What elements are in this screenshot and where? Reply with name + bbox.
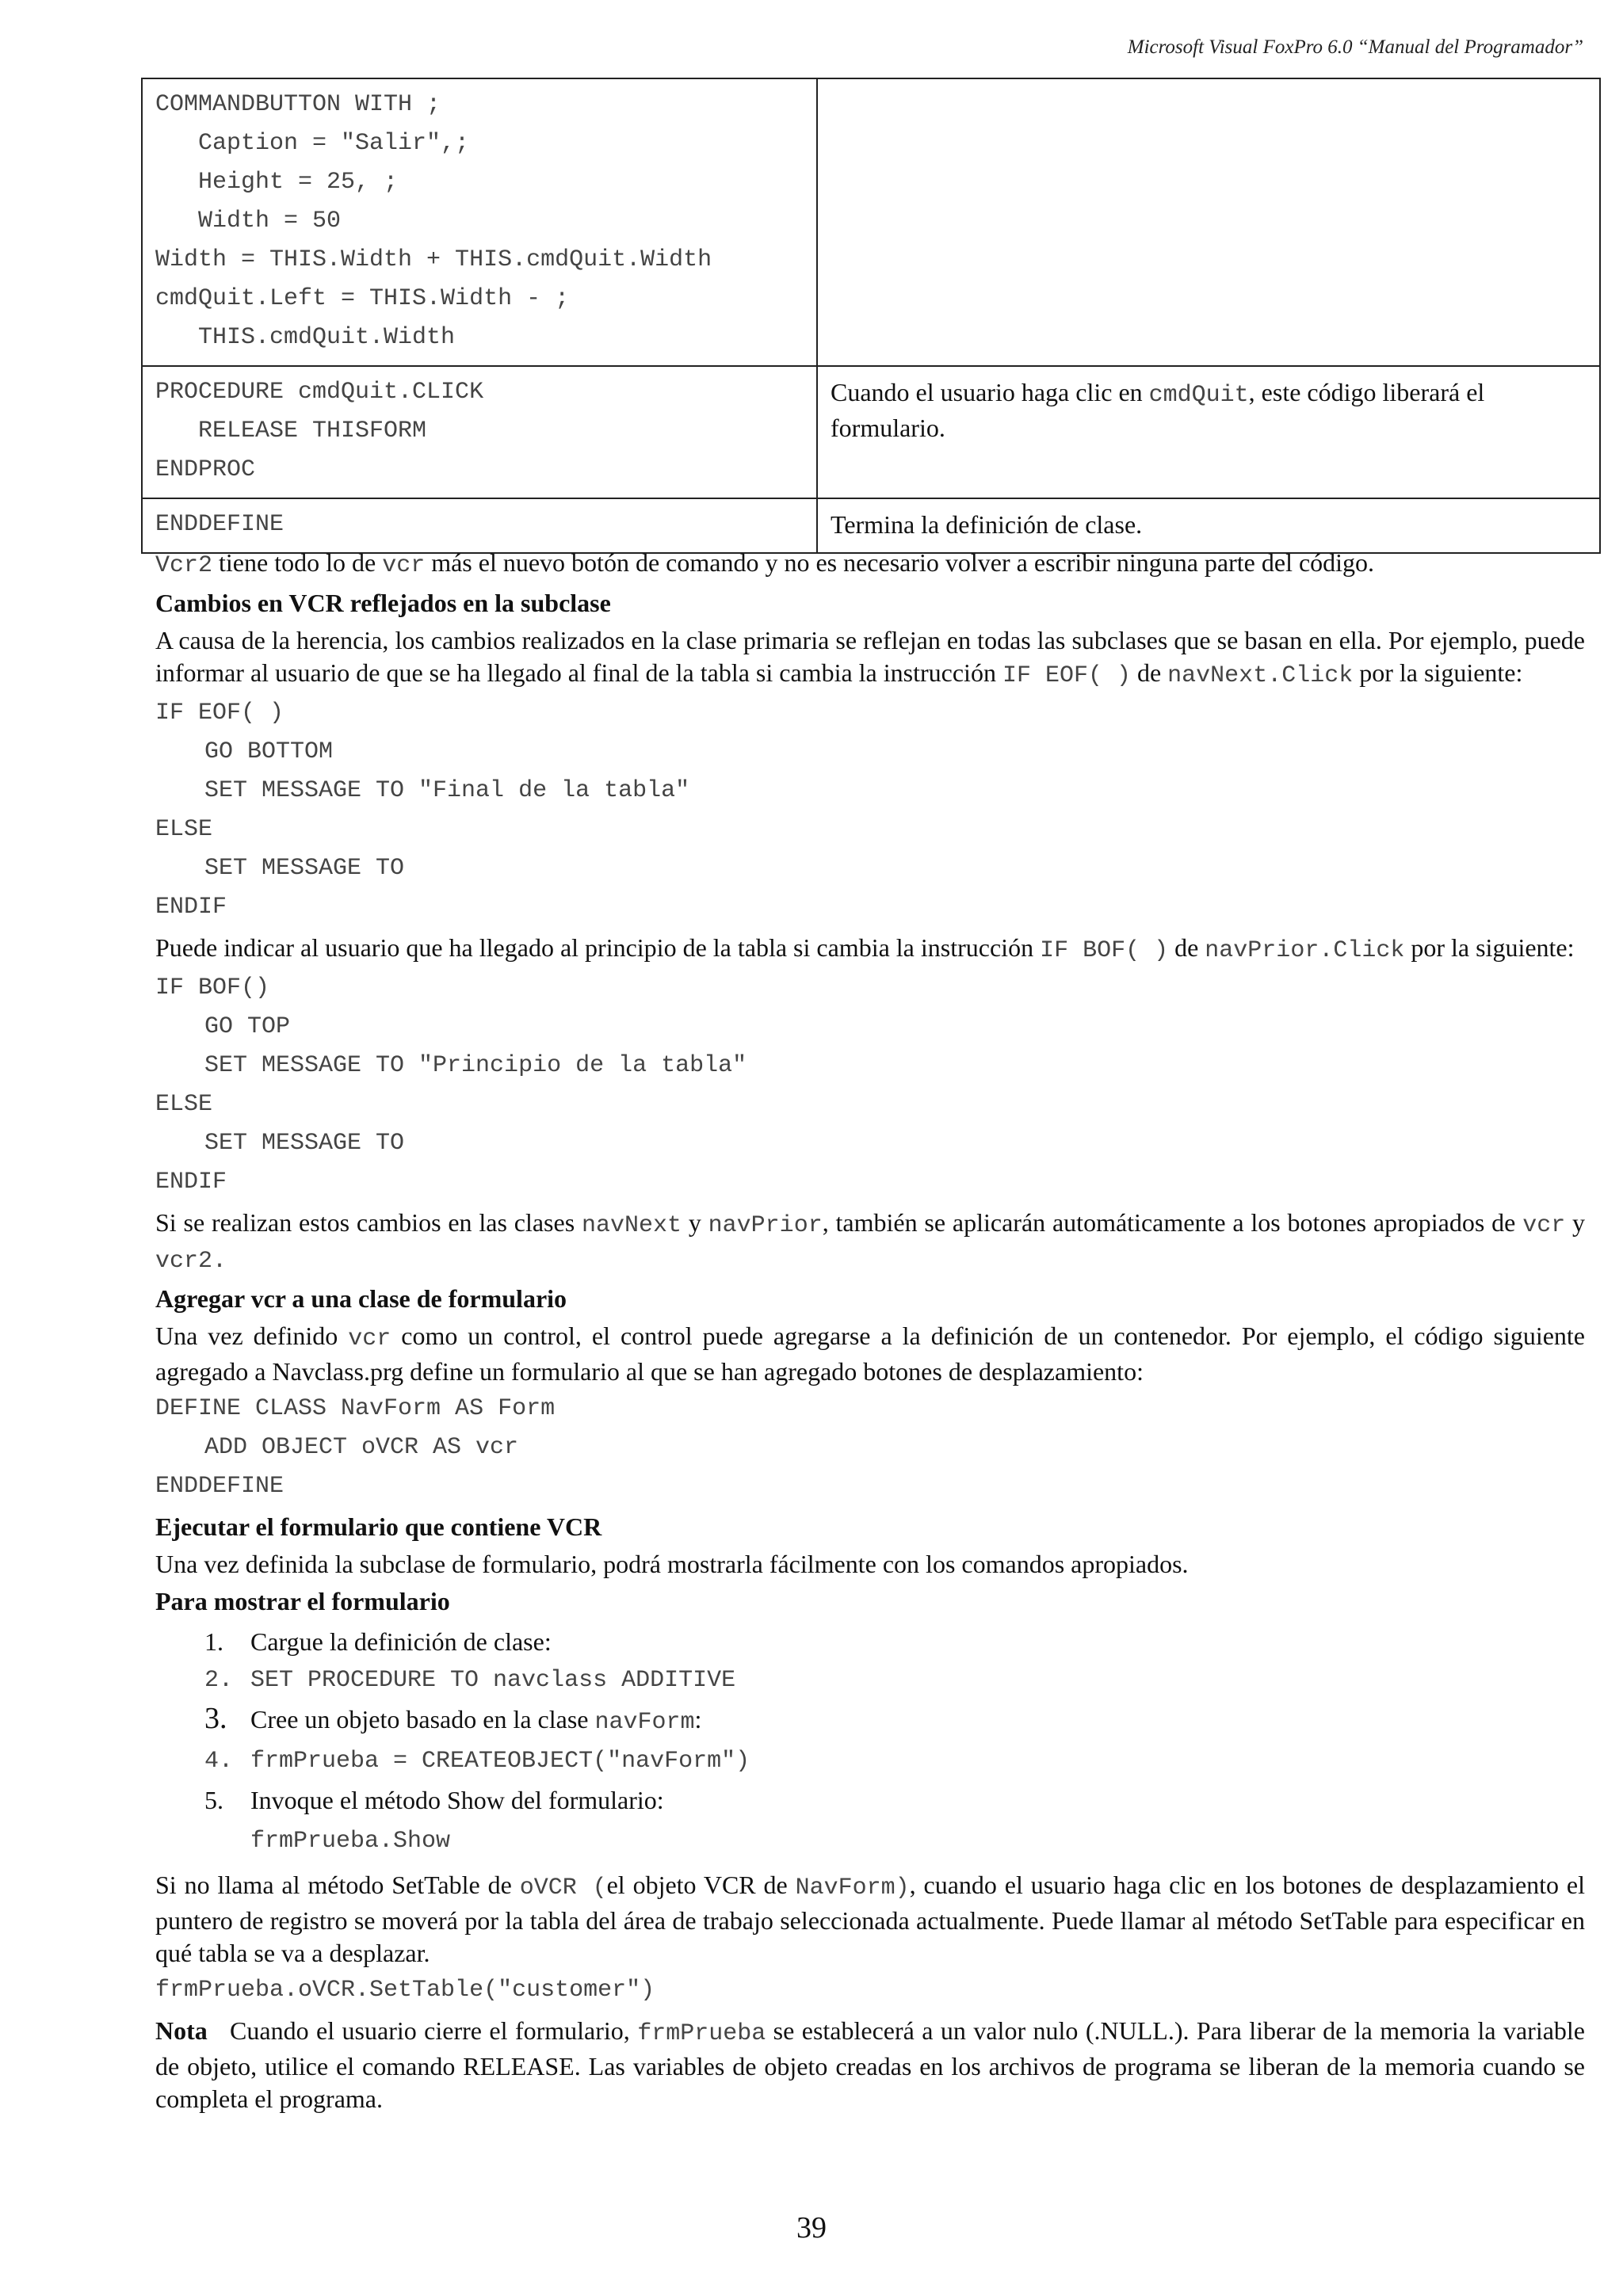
table-row [142, 498, 1600, 553]
table-row [142, 78, 1600, 366]
table-row [142, 366, 1600, 498]
inline-code: frmPrueba [637, 2020, 766, 2047]
code-line: cmdQuit.Left = THIS.Width - ; [155, 285, 570, 312]
code-line: ENDPROC [155, 456, 256, 483]
step-text: Cargue la definición de clase: [250, 1627, 552, 1656]
code-line: GO BOTTOM [204, 738, 334, 765]
list-item [204, 1623, 1585, 1661]
steps-list [155, 1623, 1585, 1820]
text: Si no llama al método SetTable de [155, 1871, 520, 1899]
step-number: 4. [204, 1748, 234, 1775]
description-cell [817, 366, 1600, 498]
inline-code: Vcr2 [155, 552, 213, 579]
paragraph [155, 624, 1585, 692]
text: de [1168, 933, 1205, 962]
desc-text: Termina la definición de clase. [831, 510, 1143, 539]
code-line: IF EOF( ) [155, 700, 285, 727]
code-block [155, 969, 1585, 1202]
inline-code: vcr [348, 1325, 391, 1352]
step-text: : [694, 1705, 702, 1733]
code-block [155, 1971, 1585, 2010]
text: y [1565, 1208, 1586, 1237]
note-label: Nota [155, 2016, 208, 2045]
text: se establecerá a un valor nulo (.NULL.). Para liberar de la memoria la variable de objeto, utilice el comando RELEASE. Las variables de objeto creadas en los archivos de programa se liberan de la memoria cuando se completa el programa. [155, 2016, 1586, 2113]
code-line: GO TOP [204, 1013, 291, 1040]
inline-code: NavForm) [795, 1875, 910, 1901]
paragraph [155, 1869, 1585, 1970]
inline-code: vcr [1522, 1212, 1566, 1239]
step-text: frmPrueba = CREATEOBJECT("navForm") [250, 1748, 750, 1775]
code-line: PROCEDURE cmdQuit.CLICK [155, 379, 484, 406]
body-text [155, 547, 1585, 2115]
code-cell [142, 366, 817, 498]
code-line: Height = 25, ; [155, 169, 399, 196]
code-line: Width = 50 [155, 208, 342, 235]
list-item [204, 1661, 1585, 1700]
code-block [155, 1390, 1585, 1506]
inline-code: oVCR ( [519, 1875, 607, 1901]
text: por la siguiente: [1353, 658, 1523, 687]
list-item [204, 1742, 1585, 1781]
code-line: DEFINE CLASS NavForm AS Form [155, 1395, 556, 1422]
text: Una vez definido [155, 1322, 349, 1350]
text: Puede indicar al usuario que ha llegado al principio de la tabla si cambia la instrucción [155, 933, 1041, 962]
code-block [155, 694, 1585, 927]
code-line: ENDIF [155, 894, 227, 921]
step-text: SET PROCEDURE TO navclass ADDITIVE [250, 1667, 736, 1694]
code-line: ENDDEFINE [155, 1473, 285, 1500]
list-item [204, 1700, 1585, 1742]
code-line: SET MESSAGE TO [204, 1130, 405, 1157]
step-number: 5. [204, 1786, 223, 1814]
page-number: 39 [796, 2211, 827, 2245]
text: como un control, el control puede agregarse a la definición de un contenedor. Por ejemplo, el código siguiente agregado a Navclass.prg define un formulario al que se han agregado botones de desplazamiento: [155, 1322, 1586, 1386]
section-heading: Ejecutar el formulario que contiene VCR [155, 1512, 602, 1541]
code-line: SET MESSAGE TO [204, 855, 405, 882]
text: y [682, 1208, 708, 1237]
section-heading: Agregar vcr a una clase de formulario [155, 1284, 567, 1313]
text: A causa de la herencia, los cambios realizados en la clase primaria se reflejan en todas las subclases que se basan en ella. Por ejemplo, puede informar al usuario de que se ha llegado al final de la tabla si cambia la instrucción [155, 626, 1585, 687]
text: , también se aplicarán automáticamente a los botones apropiados de [822, 1208, 1523, 1237]
code-line: frmPrueba.oVCR.SetTable("customer") [155, 1977, 655, 2004]
code-line: ADD OBJECT oVCR AS vcr [204, 1434, 519, 1461]
code-line: ELSE [155, 816, 213, 843]
inline-code: navForm [594, 1709, 695, 1736]
inline-code: IF EOF( ) [1002, 662, 1131, 689]
desc-text: Cuando el usuario haga clic en [831, 378, 1149, 406]
text: Si se realizan estos cambios en las clases [155, 1208, 582, 1237]
paragraph [155, 1207, 1585, 1278]
paragraph [155, 547, 1585, 582]
code-line: SET MESSAGE TO "Final de la tabla" [204, 777, 690, 804]
text: más el nuevo botón de comando y no es necesario volver a escribir ninguna parte del código. [425, 548, 1375, 577]
paragraph [155, 1320, 1585, 1388]
step-number: 1. [204, 1627, 223, 1656]
paragraph [155, 932, 1585, 967]
code-table [141, 78, 1601, 554]
code-line: ENDIF [155, 1169, 227, 1196]
code-line: ENDDEFINE [155, 511, 285, 538]
text: Cuando el usuario cierre el formulario, [207, 2016, 638, 2045]
text: de [1130, 658, 1168, 687]
code-line: SET MESSAGE TO "Principio de la tabla" [204, 1052, 747, 1079]
text: , cuando el usuario haga clic en los botones de desplazamiento el puntero de registro se moverá por la tabla del área de trabajo seleccionada actualmente. Puede llamar al método SetTable para especificar en qué tabla se va a desplazar. [155, 1871, 1586, 1967]
code-cell [142, 498, 817, 553]
running-header: Microsoft Visual FoxPro 6.0 “Manual del Programador” [1127, 36, 1583, 58]
text: el objeto VCR de [606, 1871, 796, 1899]
inline-code: navPrior [708, 1212, 823, 1239]
list-item [204, 1781, 1585, 1820]
step-number: 3. [204, 1702, 227, 1735]
inline-code: navNext [581, 1212, 682, 1239]
inline-code: cmdQuit [1148, 382, 1249, 409]
section-heading: Cambios en VCR reflejados en la subclase [155, 589, 611, 617]
inline-code: navPrior.Click [1205, 937, 1405, 964]
code-line: COMMANDBUTTON WITH ; [155, 91, 441, 118]
note-paragraph [155, 2015, 1585, 2115]
code-line: Caption = "Salir",; [155, 130, 470, 157]
desc-text: , este código liberará el formulario. [831, 378, 1485, 442]
description-cell [817, 78, 1600, 366]
inline-code: vcr [382, 552, 426, 579]
inline-code: vcr2. [155, 1248, 227, 1275]
code-line: ELSE [155, 1091, 213, 1118]
inline-code: IF BOF( ) [1040, 937, 1169, 964]
inline-code: navNext.Click [1167, 662, 1354, 689]
step-number: 2. [204, 1667, 234, 1694]
code-line: Width = THIS.Width + THIS.cmdQuit.Width [155, 246, 712, 273]
text: por la siguiente: [1404, 933, 1575, 962]
section-heading: Para mostrar el formulario [155, 1587, 450, 1615]
paragraph: Una vez definida la subclase de formulario, podrá mostrarla fácilmente con los comandos apropiados. [155, 1550, 1189, 1578]
code-line: frmPrueba.Show [250, 1828, 451, 1855]
code-cell [142, 78, 817, 366]
code-line: THIS.cmdQuit.Width [155, 324, 456, 351]
text: tiene todo lo de [212, 548, 383, 577]
description-cell [817, 498, 1600, 553]
step-text: Invoque el método Show del formulario: [250, 1786, 664, 1814]
step-text: Cree un objeto basado en la clase [250, 1705, 595, 1733]
code-line: RELEASE THISFORM [155, 418, 427, 444]
code-line: IF BOF() [155, 974, 270, 1001]
